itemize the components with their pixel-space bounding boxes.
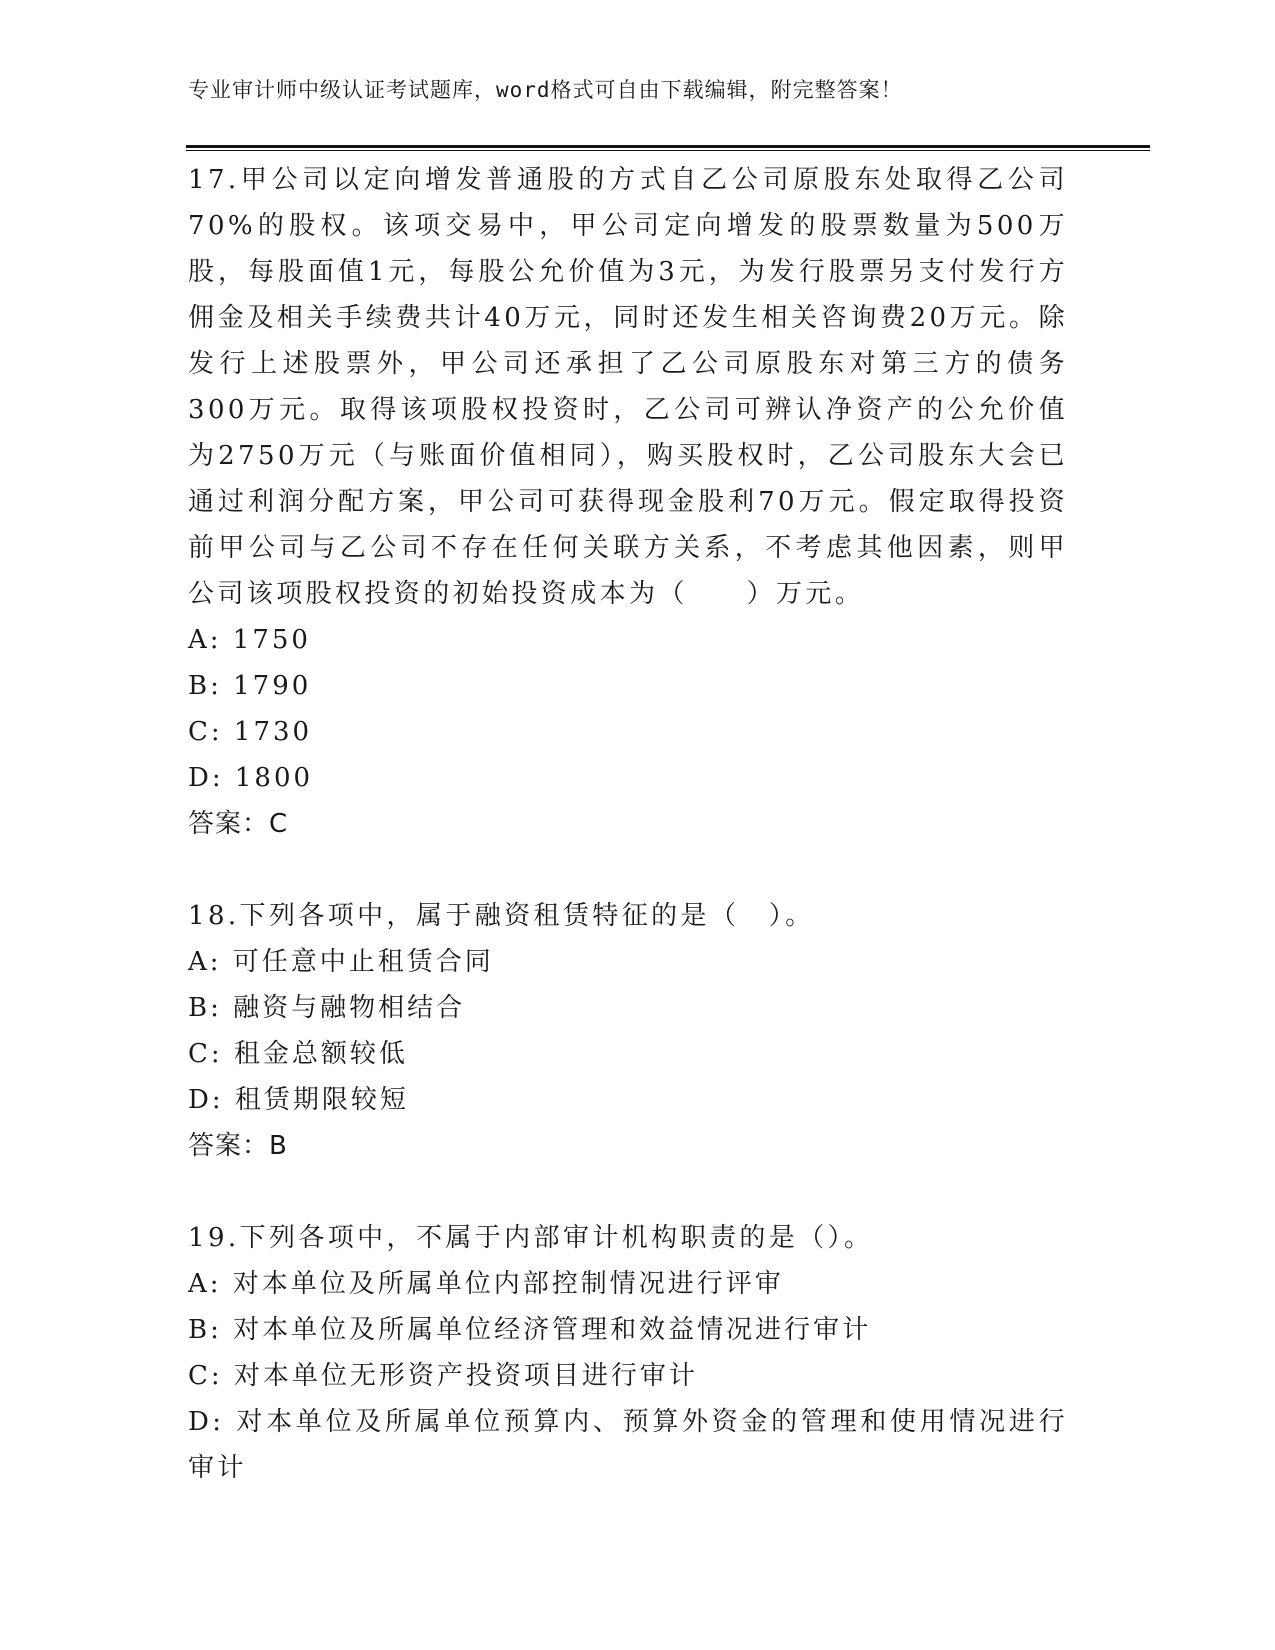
- option-c: C: 1730: [188, 717, 313, 747]
- header-divider: [186, 145, 1150, 148]
- answer: 答案：C: [188, 809, 289, 839]
- option-d: D: 租赁期限较短: [188, 1085, 409, 1115]
- question-18: [188, 893, 1068, 1169]
- question-stem: 17.甲公司以定向增发普通股的方式自乙公司原股东处取得乙公司70%的股权。该项交易中，甲公司定向增发的股票数量为500万股，每股面值1元，每股公允价值为3元，为发行股票另支付发行方佣金及相关手续费共计40万元，同时还发生相关咨询费20万元。除发行上述股票外，甲公司还承担了乙公司原股东对第三方的债务300万元。取得该项股权投资时，乙公司可辨认净资产的公允价值为2750万元（与账面价值相同），购买股权时，乙公司股东大会已通过利润分配方案，甲公司可获得现金股利70万元。假定取得投资前甲公司与乙公司不存在任何关联方关系，不考虑其他因素，则甲公司该项股权投资的初始投资成本为（ ）万元。: [188, 165, 1068, 609]
- option-d: D: 对本单位及所属单位预算内、预算外资金的管理和使用情况进行审计: [188, 1407, 1068, 1483]
- header-divider-thin: [186, 150, 1150, 151]
- answer: 答案：B: [188, 1131, 288, 1161]
- option-a: A: 对本单位及所属单位内部控制情况进行评审: [188, 1269, 784, 1299]
- option-b: B: 对本单位及所属单位经济管理和效益情况进行审计: [188, 1315, 872, 1345]
- question-19: [188, 1215, 1068, 1491]
- option-d: D: 1800: [188, 763, 314, 793]
- option-c: C: 对本单位无形资产投资项目进行审计: [188, 1361, 698, 1391]
- question-stem: 18.下列各项中，属于融资租赁特征的是（ ）。: [188, 901, 815, 931]
- option-a: A: 可任意中止租赁合同: [188, 947, 494, 977]
- question-list: [188, 157, 1068, 1537]
- question-17: [188, 157, 1068, 847]
- option-a: A: 1750: [188, 625, 311, 655]
- option-b: B: 1790: [188, 671, 312, 701]
- question-stem: 19.下列各项中，不属于内部审计机构职责的是（）。: [188, 1223, 874, 1253]
- page-header: 专业审计师中级认证考试题库，word格式可自由下载编辑，附完整答案！: [188, 78, 903, 102]
- option-b: B: 融资与融物相结合: [188, 993, 466, 1023]
- option-c: C: 租金总额较低: [188, 1039, 408, 1069]
